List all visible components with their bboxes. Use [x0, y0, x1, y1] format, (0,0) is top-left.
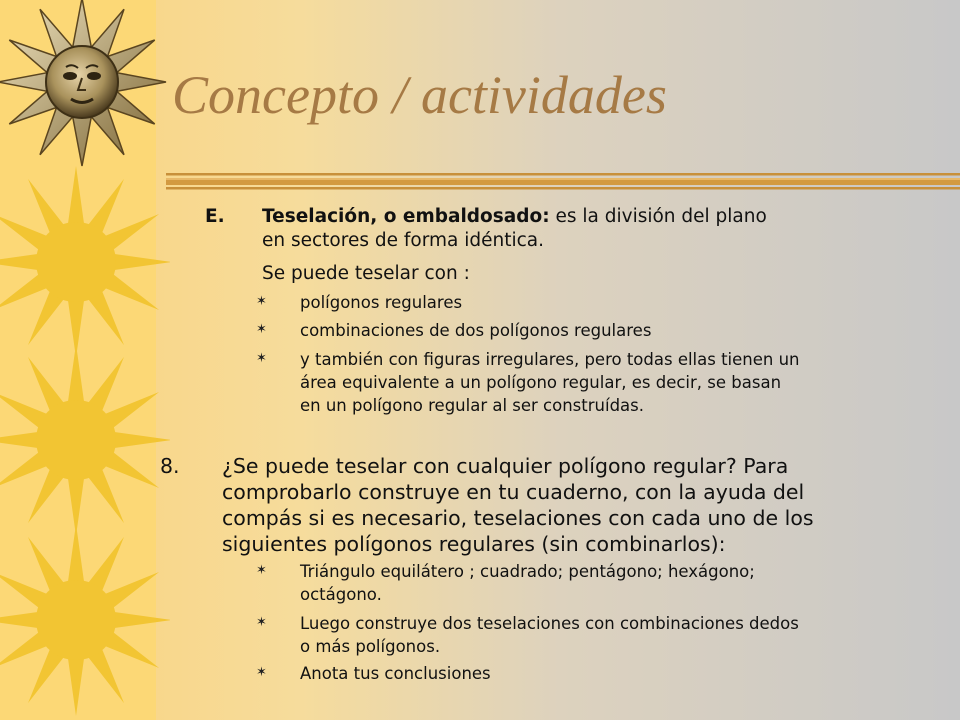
item-8-marker: 8.	[160, 454, 180, 478]
item-e-bullet-3-line1: y también con figuras irregulares, pero todas ellas tienen un	[300, 350, 800, 369]
item-8-line4: siguientes polígonos regulares (sin combinarlos):	[222, 532, 726, 556]
title-divider	[166, 170, 960, 192]
bullet-star-icon: ✶	[256, 665, 267, 680]
bullet-star-icon: ✶	[256, 615, 267, 630]
item-e-bullet-3-line3: en un polígono regular al ser construídas.	[300, 396, 645, 415]
item-8-bullet-2-line1: Luego construye dos teselaciones con combinaciones dedos	[300, 614, 799, 633]
item-8-bullet-2-line2: o más polígonos.	[300, 637, 441, 656]
bullet-star-icon: ✶	[256, 351, 267, 366]
item-8-bullet-3: Anota tus conclusiones	[300, 664, 491, 683]
item-e-term: Teselación, o embaldosado:	[262, 206, 550, 227]
item-e-line1	[262, 205, 767, 229]
item-e-line1-rest: es la división del plano	[549, 206, 767, 227]
sun-core	[36, 222, 116, 302]
item-e-bullet-2: combinaciones de dos polígonos regulares	[300, 321, 652, 340]
item-8-bullet-1-line2: octágono.	[300, 585, 382, 604]
item-8-bullet-1-line1: Triángulo equilátero ; cuadrado; pentágono; hexágono;	[300, 562, 755, 581]
sun-core	[36, 580, 116, 660]
item-8-line2: comprobarlo construye en tu cuaderno, con la ayuda del	[222, 480, 805, 504]
item-e-marker: E.	[205, 206, 225, 227]
sun-core	[36, 400, 116, 480]
item-e-bullet-3-line2: área equivalente a un polígono regular, es decir, se basan	[300, 373, 782, 392]
item-8-line3: compás si es necesario, teselaciones con cada uno de los	[222, 506, 814, 530]
bullet-star-icon: ✶	[256, 294, 267, 309]
item-e-bullet-1: polígonos regulares	[300, 293, 463, 312]
item-e-line2: en sectores de forma idéntica.	[262, 230, 544, 251]
sun-decorations	[0, 0, 170, 720]
bullet-star-icon: ✶	[256, 322, 267, 337]
bullet-star-icon: ✶	[256, 563, 267, 578]
slide-title: Concepto / actividades	[172, 65, 667, 125]
item-e-lead: Se puede teselar con :	[262, 263, 470, 284]
sun-face-icon	[0, 0, 166, 166]
item-8-line1: ¿Se puede teselar con cualquier polígono regular? Para	[222, 454, 789, 478]
